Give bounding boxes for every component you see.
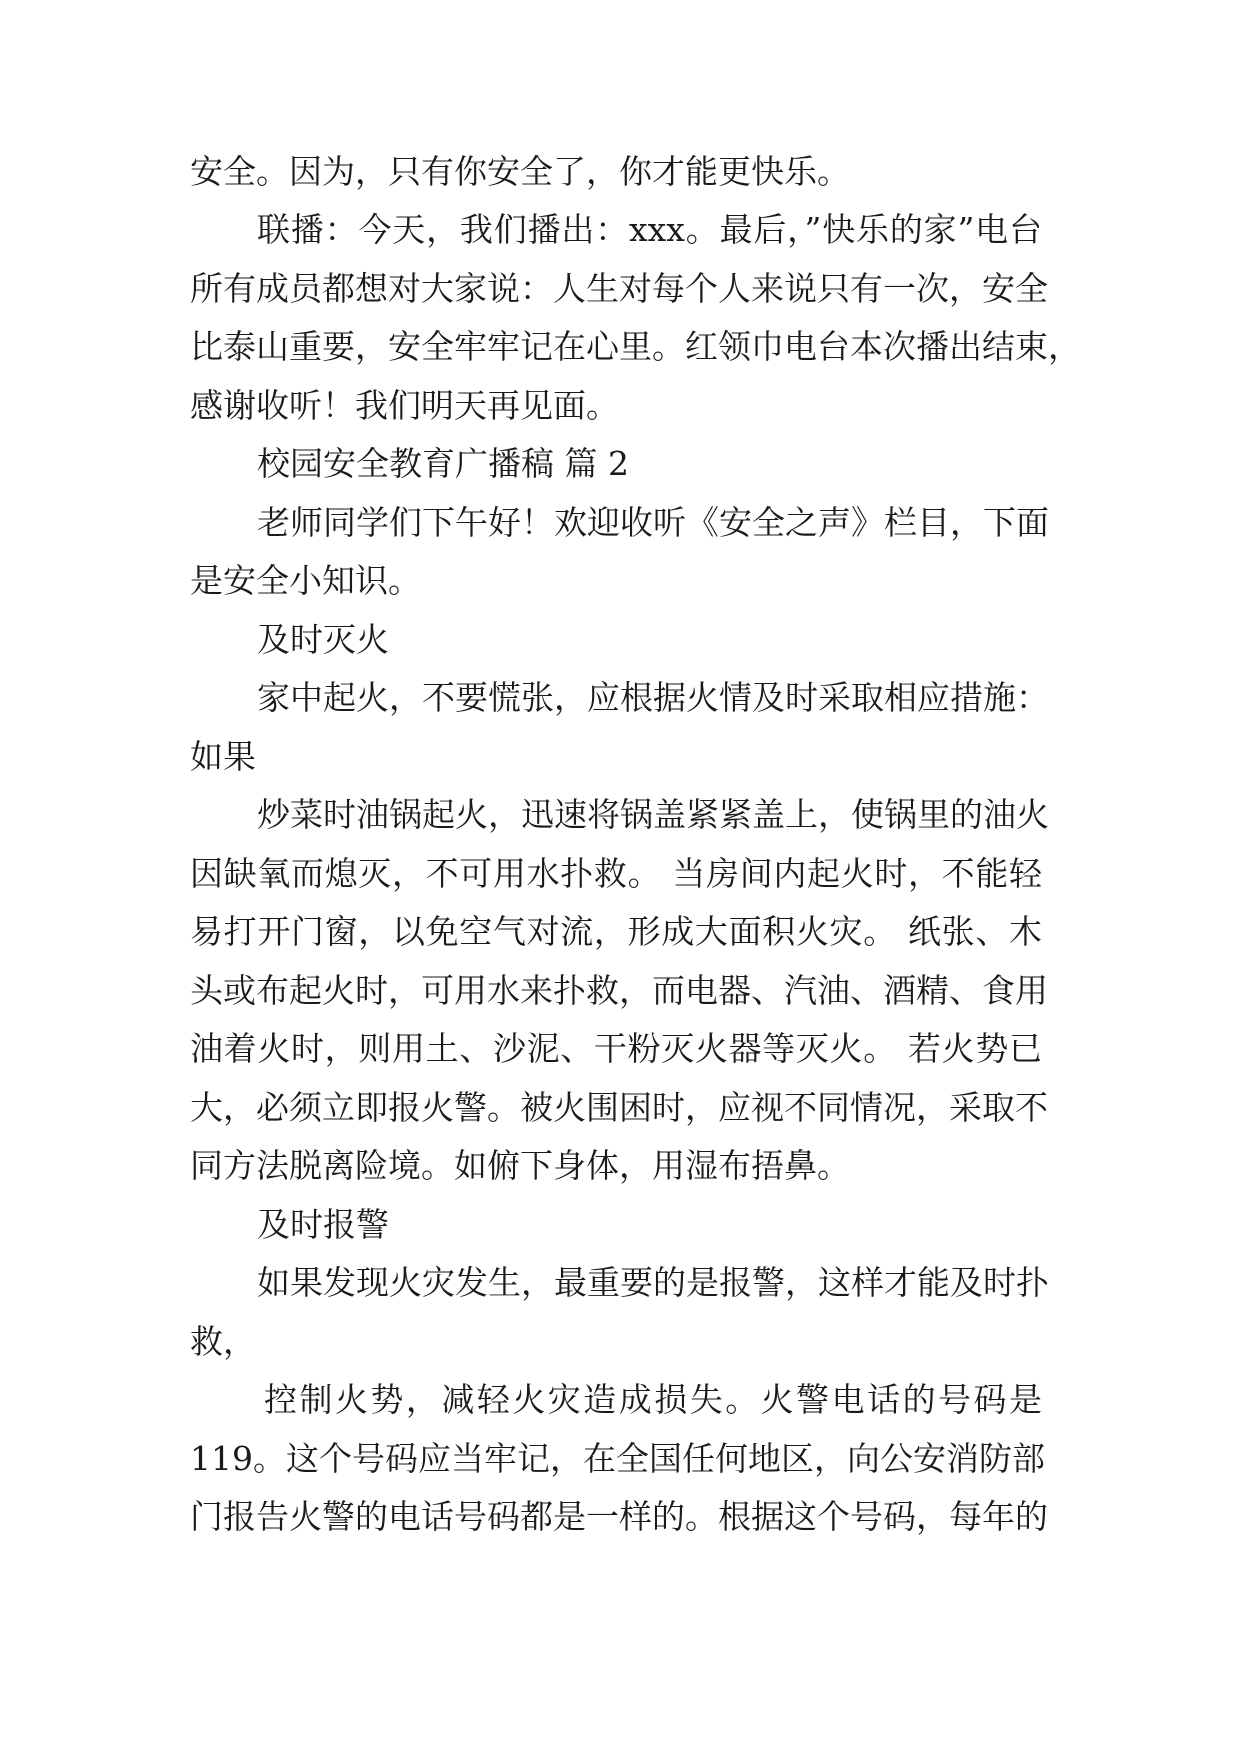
text-line: 控制火势，减轻火灾造成损失。火警电话的号码是	[264, 1380, 1042, 1419]
text-line: 大，必须立即报火警。被火围困时，应视不同情况，采取不	[190, 1088, 1048, 1127]
text-line: 如果发现火灾发生，最重要的是报警，这样才能及时扑	[257, 1263, 1049, 1302]
subheading: 及时报警	[257, 1205, 389, 1244]
text-line: 比泰山重要，安全牢牢记在心里。红领巾电台本次播出结束，	[190, 327, 1081, 366]
text-line: 安全。因为，只有你安全了，你才能更快乐。	[190, 152, 850, 191]
subheading: 及时灭火	[257, 620, 389, 659]
text-line: 救，	[190, 1322, 256, 1361]
text-line: 感谢收听！我们明天再见面。	[190, 386, 619, 425]
text-line: 所有成员都想对大家说：人生对每个人来说只有一次，安全	[190, 269, 1048, 308]
text-line: 联播：今天，我们播出：xxx。最后，”快乐的家”电台	[257, 210, 1042, 249]
text-line: 家中起火，不要慌张，应根据火情及时采取相应措施：	[257, 678, 1049, 717]
text-line: 易打开门窗，以免空气对流，形成大面积火灾。 纸张、木	[190, 912, 1042, 951]
text-line: 同方法脱离险境。如俯下身体，用湿布捂鼻。	[190, 1146, 850, 1185]
text-line: 头或布起火时，可用水来扑救，而电器、汽油、酒精、食用	[190, 971, 1048, 1010]
text-line: 炒菜时油锅起火，迅速将锅盖紧紧盖上，使锅里的油火	[257, 795, 1049, 834]
text-line: 老师同学们下午好！欢迎收听《安全之声》栏目，下面	[257, 503, 1049, 542]
text-line: 119。这个号码应当牢记，在全国任何地区，向公安消防部	[190, 1439, 1045, 1478]
text-line: 是安全小知识。	[190, 561, 421, 600]
text-line: 因缺氧而熄灭，不可用水扑救。 当房间内起火时，不能轻	[190, 854, 1042, 893]
text-line: 油着火时，则用土、沙泥、干粉灭火器等灭火。 若火势已	[190, 1029, 1042, 1068]
text-line: 门报告火警的电话号码都是一样的。根据这个号码，每年的	[190, 1497, 1048, 1536]
section-heading: 校园安全教育广播稿 篇 2	[257, 444, 629, 483]
text-line: 如果	[190, 737, 256, 776]
